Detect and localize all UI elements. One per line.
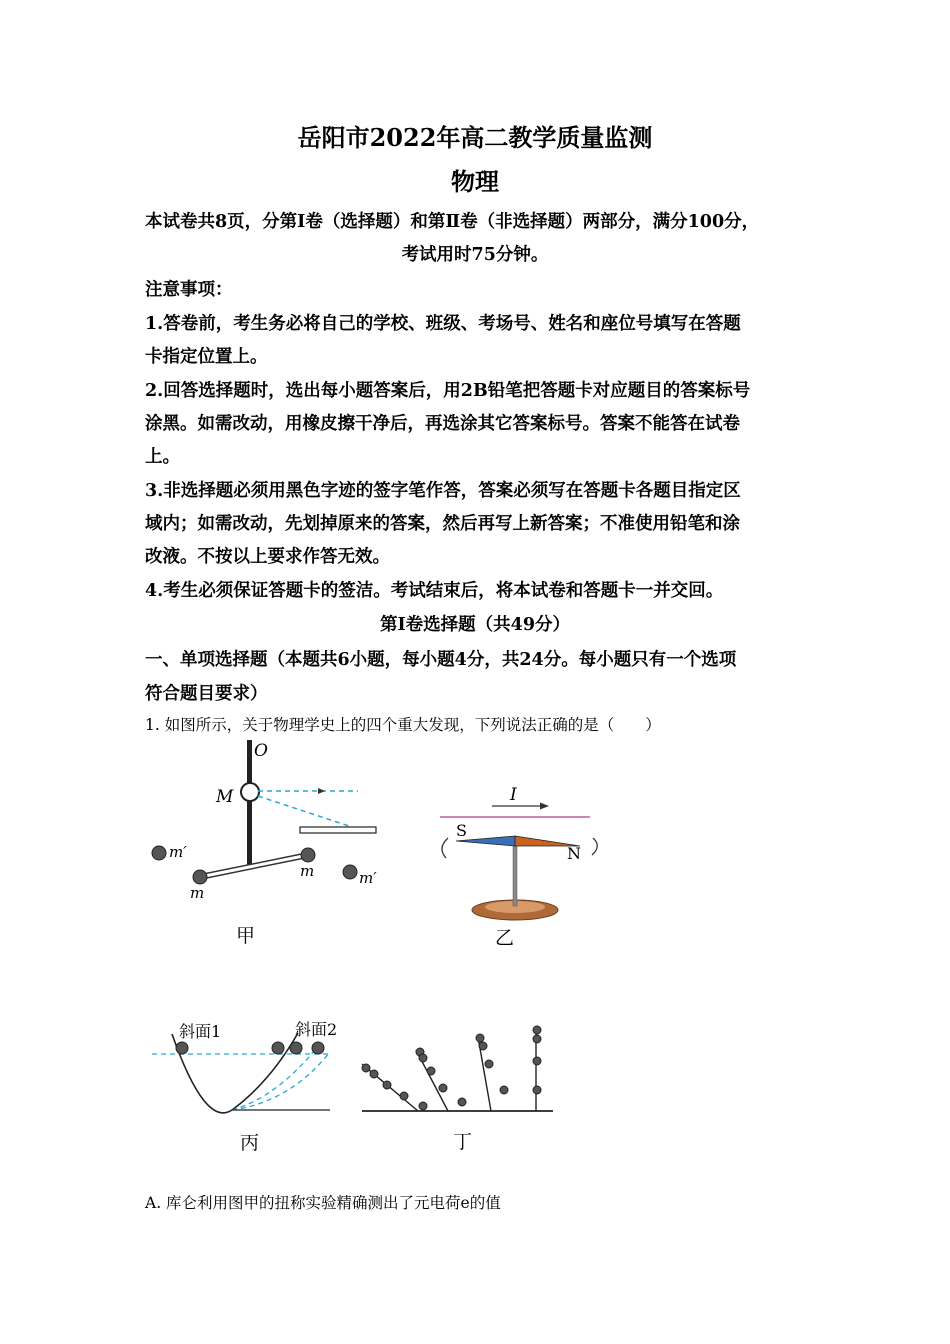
option-a: A. 库仑利用图甲的扭称实验精确测出了元电荷e的值 [145, 1194, 501, 1212]
caption-yi: 乙 [495, 927, 515, 949]
caption-bing: 丙 [240, 1132, 260, 1154]
ball [362, 1064, 370, 1072]
label-m-small: m [300, 862, 315, 880]
rotation-arrow-icon [592, 838, 597, 855]
ball [533, 1026, 541, 1034]
note-line: 2.回答选择题时，选出每小题答案后，用2B铅笔把答题卡对应题目的答案标号 [145, 381, 751, 401]
label-o: O [254, 741, 268, 761]
scale-plate [300, 827, 376, 833]
label-m-prime: m′ [359, 869, 377, 887]
subject-title: 物理 [451, 167, 499, 196]
large-ball [152, 846, 166, 860]
ball [290, 1042, 302, 1054]
note-line: 3.非选择题必须用黑色字迹的签字笔作答，答案必须写在答题卡各题目指定区 [145, 481, 741, 501]
torsion-fiber [247, 740, 252, 865]
ball [439, 1084, 447, 1092]
ball [533, 1057, 541, 1065]
notes-heading: 注意事项： [145, 280, 233, 300]
rotation-arrow-icon [442, 838, 448, 858]
part-heading-line-1: 一、单项选择题（本题共6小题，每小题4分，共24分。每小题只有一个选项 [145, 650, 737, 670]
mirror-ball [241, 783, 259, 801]
intro-line-1: 本试卷共8页，分第I卷（选择题）和第Ⅱ卷（非选择题）两部分，满分100分， [145, 212, 760, 232]
figure-jia [140, 738, 400, 963]
ball [419, 1054, 427, 1062]
compass-pivot [513, 846, 517, 906]
arrow-icon [318, 788, 325, 794]
reflected-light-ray [258, 796, 352, 827]
label-m-capital: M [216, 787, 234, 807]
ball [400, 1092, 408, 1100]
label-current: I [510, 785, 517, 805]
ball [370, 1070, 378, 1078]
ball [533, 1035, 541, 1043]
ball [485, 1060, 493, 1068]
ball [500, 1086, 508, 1094]
torsion-rod-inner [200, 855, 308, 877]
label-m-prime: m′ [169, 843, 187, 861]
ball [272, 1042, 284, 1054]
part-heading-line-2: 符合题目要求） [145, 684, 268, 704]
caption-ding: 丁 [453, 1131, 473, 1153]
note-line: 改液。不按以上要求作答无效。 [145, 547, 390, 567]
figure-bing [150, 1010, 350, 1155]
ball [458, 1098, 466, 1106]
label-slope-2: 斜面2 [295, 1020, 338, 1039]
note-line: 4.考生必须保证答题卡的签洁。考试结束后，将本试卷和答题卡一并交回。 [145, 581, 724, 601]
note-line: 域内；如需改动，先划掉原来的答案，然后再写上新答案；不准使用铅笔和涂 [145, 514, 740, 534]
ball [176, 1042, 188, 1054]
intro-line-2: 考试用时75分钟。 [401, 245, 549, 265]
label-slope-1: 斜面1 [179, 1022, 222, 1041]
label-m-small: m [190, 884, 205, 902]
figure-ding [358, 1022, 558, 1157]
ball [419, 1102, 427, 1110]
caption-jia: 甲 [236, 925, 256, 947]
figure-yi [430, 780, 610, 950]
note-line: 涂黑。如需改动，用橡皮擦干净后，再选涂其它答案标号。答案不能答在试卷 [145, 414, 740, 434]
ball [383, 1081, 391, 1089]
question-1-stem: 1. 如图所示，关于物理学史上的四个重大发现，下列说法正确的是（ ） [145, 716, 661, 734]
exam-title: 岳阳市2022年高二教学质量监测 [297, 123, 653, 152]
note-line: 1.答卷前，考生务必将自己的学校、班级、考场号、姓名和座位号填写在答题 [145, 314, 741, 334]
ball [312, 1042, 324, 1054]
arrow-icon [540, 803, 549, 810]
ball [476, 1034, 484, 1042]
ball [427, 1067, 435, 1075]
note-line: 上。 [145, 447, 180, 467]
label-s: S [456, 821, 467, 840]
small-ball [301, 848, 315, 862]
label-n: N [567, 844, 581, 863]
ball [533, 1086, 541, 1094]
ball [479, 1042, 487, 1050]
note-line: 卡指定位置上。 [145, 347, 268, 367]
large-ball [343, 865, 357, 879]
small-ball [193, 870, 207, 884]
section-title: 第I卷选择题（共49分） [379, 615, 571, 635]
